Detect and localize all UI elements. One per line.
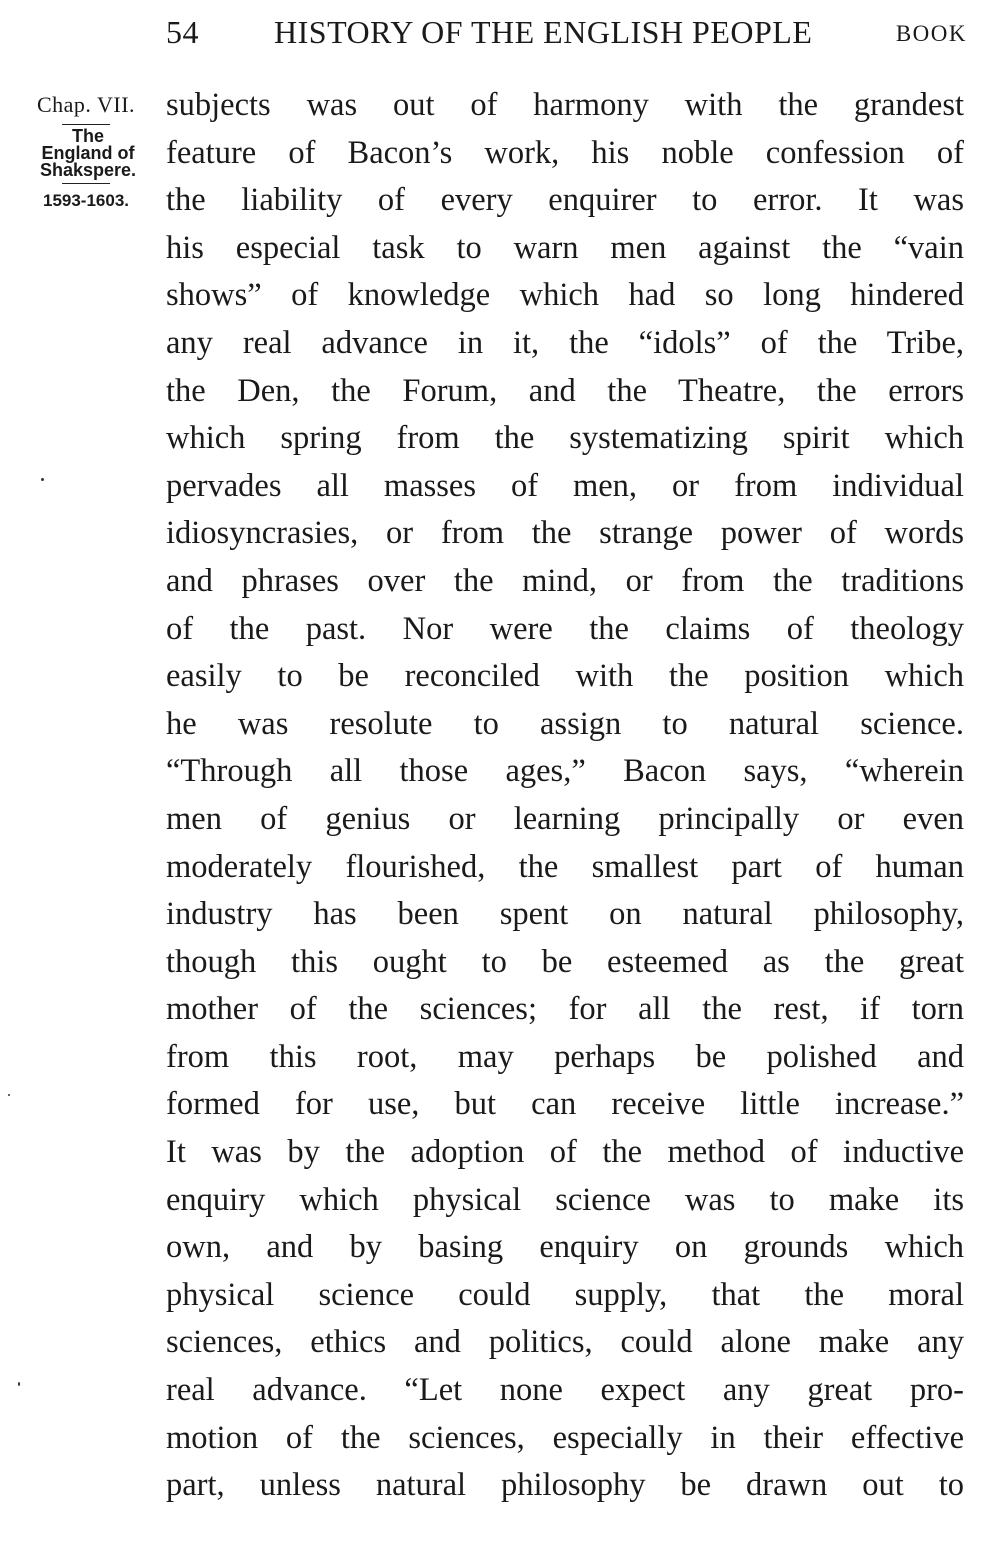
marginal-rule	[62, 124, 110, 125]
text-line: physical science could supply, that the moral	[166, 1276, 964, 1313]
text-line: subjects was out of harmony with the grandest	[166, 87, 964, 123]
marginal-notes	[16, 90, 156, 215]
text-line: feature of Bacon’s work, his noble confession of	[166, 134, 964, 171]
running-title: HISTORY OF THE ENGLISH PEOPLE	[274, 14, 813, 50]
section-title-line-3: Shakspere.	[39, 160, 137, 180]
text-line: “Through all those ages,” Bacon says, “wherein	[166, 753, 964, 790]
text-line: enquiry which physical science was to make its	[166, 1181, 964, 1218]
text-line: industry has been spent on natural philosophy,	[166, 896, 964, 933]
text-line: from this root, may perhaps be polished and	[166, 1038, 964, 1075]
text-line: mother of the sciences; for all the rest, if torn	[166, 991, 964, 1028]
text-line: and phrases over the mind, or from the traditions	[166, 562, 964, 599]
text-line: the Den, the Forum, and the Theatre, the errors	[166, 372, 964, 409]
text-line: It was by the adoption of the method of inductive	[166, 1134, 964, 1171]
text-line: real advance. “Let none expect any great pro-	[166, 1372, 964, 1409]
text-line: any real advance in it, the “idols” of the Tribe,	[166, 324, 964, 361]
text-line: his especial task to warn men against the “vain	[166, 229, 964, 266]
section-title-line-1: The	[71, 126, 104, 146]
text-line: of the past. Nor were the claims of theology	[166, 610, 964, 647]
text-line: pervades all masses of men, or from individual	[166, 467, 964, 504]
text-line: shows” of knowledge which had so long hindered	[166, 277, 964, 314]
text-line: sciences, ethics and politics, could alone make any	[166, 1324, 964, 1361]
text-line: though this ought to be esteemed as the great	[166, 943, 964, 980]
marginal-rule	[62, 183, 110, 184]
chapter-label: Chap. VII.	[36, 92, 136, 117]
text-line: moderately flourished, the smallest part of human	[166, 848, 964, 885]
text-line: part, unless natural philosophy be drawn out to	[166, 1467, 964, 1504]
date-range-label: 1593-1603.	[42, 191, 130, 210]
body-text	[166, 82, 964, 1510]
book-label: BOOK	[895, 21, 967, 46]
text-line: own, and by basing enquiry on grounds which	[166, 1229, 964, 1266]
text-line: men of genius or learning principally or even	[166, 800, 964, 837]
page-number: 54	[166, 14, 199, 50]
text-line: easily to be reconciled with the position which	[166, 658, 964, 695]
text-line: idiosyncrasies, or from the strange power of words	[166, 515, 964, 552]
print-speck	[8, 1094, 10, 1096]
text-line: formed for use, but can receive little increase.”	[166, 1086, 964, 1123]
running-header	[0, 8, 1000, 56]
print-speck	[41, 478, 44, 481]
print-speck	[18, 1382, 20, 1386]
text-line: which spring from the systematizing spirit which	[166, 420, 964, 457]
text-line: the liability of every enquirer to error. It was	[166, 182, 964, 219]
text-line: motion of the sciences, especially in their effective	[166, 1419, 964, 1456]
text-line: he was resolute to assign to natural science.	[166, 705, 964, 742]
section-title-line-2: England of	[41, 143, 135, 163]
